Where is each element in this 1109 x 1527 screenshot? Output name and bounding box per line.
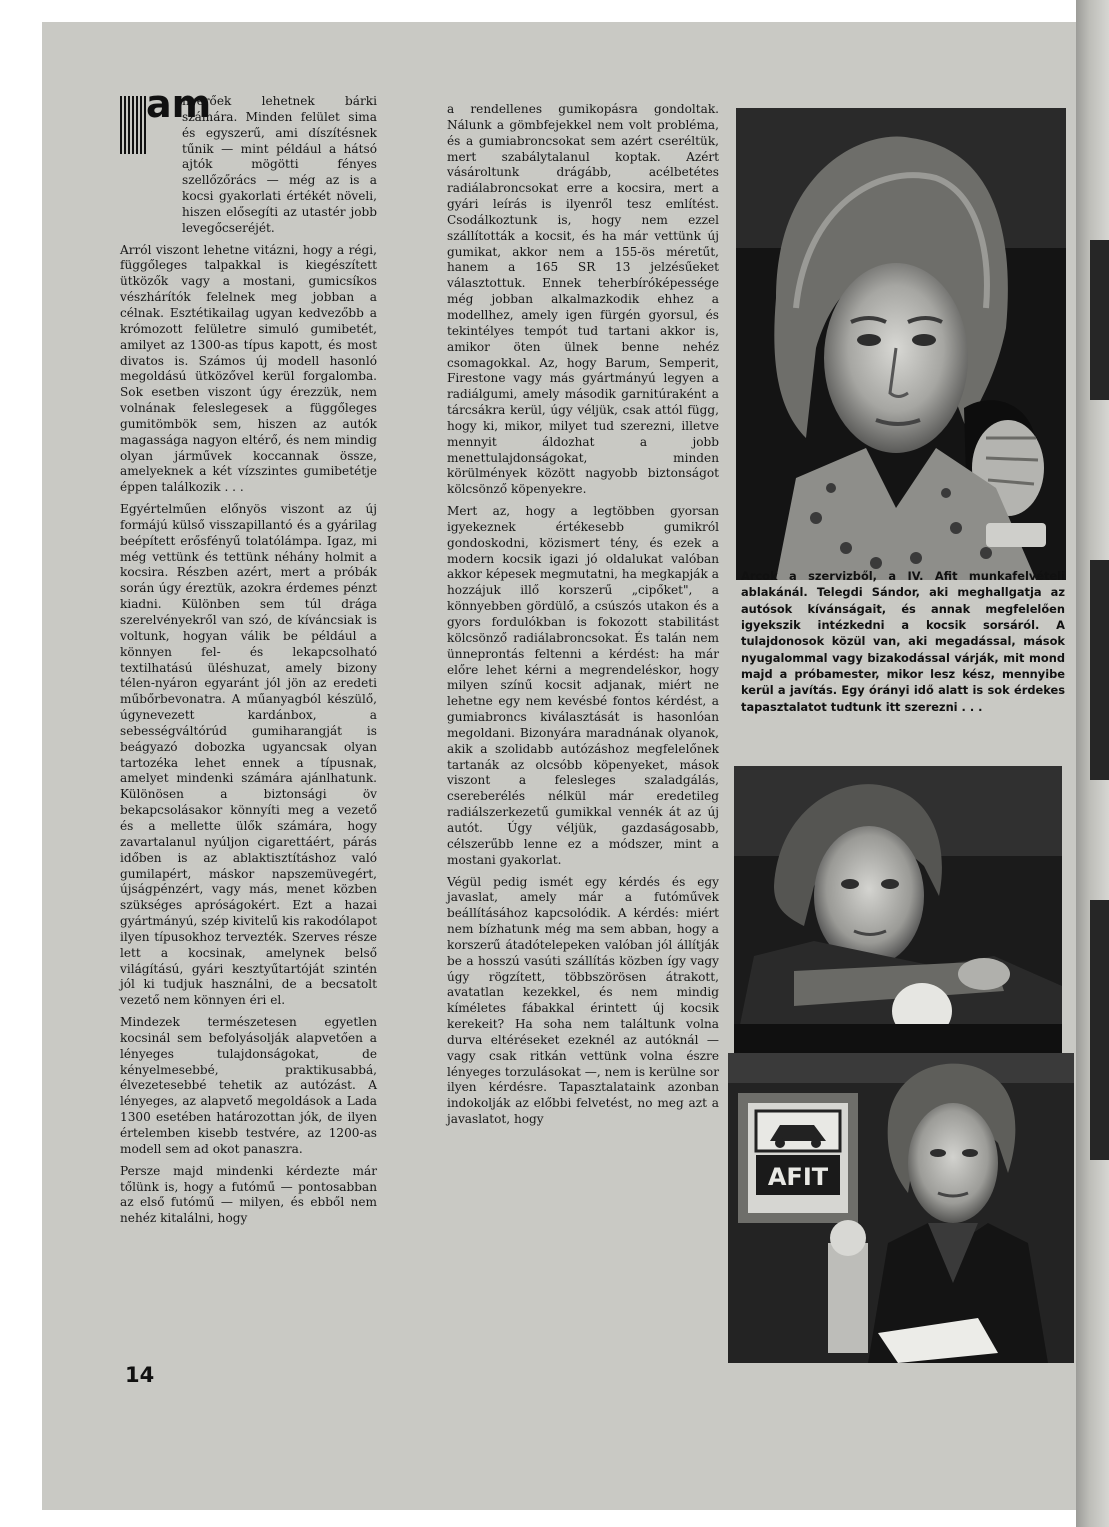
photo-man-at-window-image xyxy=(728,1053,1074,1363)
photo-caption: Arcok a szervizből, a IV. Afit munkafelvételi ablakánál. Telegdi Sándor, aki meghallgatja az autósok kívánságait, és annak megfelelően igyekszik intézkedni a kocsik sorsáról. A tulajdonosok közül van, aki megadással, mások nyugalommal vagy bizakodással várják, mit mond majd a próbamester, mikor lesz kész, mennyibe kerül a javítás. Egy órányi idő alatt is sok érdekes tapasztalatot tudtunk itt szerezni . . . xyxy=(741,569,1065,714)
afit-sign-text: AFIT xyxy=(767,1163,829,1191)
paragraph: Persze majd mindenki kérdezte már tőlünk is, hogy a futómű — pontosabban az első futómű — milyen, és ebből nem nehéz kitalálni, hogy xyxy=(120,1163,377,1226)
drop-cap-letters: am xyxy=(146,82,212,126)
facing-page-photo-strip xyxy=(1090,900,1109,1160)
paragraph: Mindezek természetesen egyetlen kocsinál sem befolyásolják alapvetően a lényeges tulajdonságokat, de kényelmesebbé, praktikusabbá, élvezetesebbé tehetik az autózást. A lényeges, az alapvető megoldások a Lada 1300 esetében határozottan jók, de ilyen értelemben kisebb testvére, az 1200-as modell sem ad okot panaszra. xyxy=(120,1015,377,1156)
photo-man-on-phone xyxy=(736,108,1066,580)
magazine-page xyxy=(42,22,1076,1510)
photo-man-at-window xyxy=(728,1053,1074,1363)
paragraph: Arról viszont lehetne vitázni, hogy a régi, függőleges talpakkal is kiegészített ütközők vagy a mostani, gumicsíkos vészhárítók felelnek meg jobban a célnak. Esztétikailag ugyan kedvezőbb a krómozott felületre simuló gumibetét, amilyet az 1300-as típus kapott, és most divatos is. Számos új modell hasonló megoldású ütközővel kerül forgalomba. Sok esetben viszont úgy érezzük, nem volnának feleslegesek a függőleges gumitömbök sem, hiszen az autók magassága nagyon eltérő, és nem mindig olyan járművek koccannak össze, amelyeknek a két vízszintes gumibetétje éppen találkozik . . . xyxy=(120,242,377,495)
text-column-left xyxy=(120,82,377,1227)
photo-man-leaning xyxy=(734,766,1062,1054)
facing-page-edge xyxy=(1076,0,1109,1527)
paragraph: nyerőek lehetnek bárki számára. Minden felület sima és egyszerű, ami díszítésnek tűnik — mint például a hátsó ajtók mögötti fényes szellőzőrács — még az is a kocsi gyakorlati értékét növeli, hiszen elősegíti az utastér jobb levegőcseréjét. xyxy=(182,94,377,235)
text-column-middle xyxy=(447,102,719,1128)
drop-cap xyxy=(120,82,212,158)
paragraph: a rendellenes gumikopásra gondoltak. Nálunk a gömbfejekkel nem volt probléma, és a gumiabroncsokat sem azért cseréltük, mert szabálytalanul koptak. Azért vásároltunk drágább, acélbetétes radiálabroncsokat erre a kocsira, mert a gyári leírás is ilyenről tesz említést. Csodálkoztunk is, hogy nem ezzel szállították a kocsit, és ha már vettünk új gumikat, akkor nem a 155-ös méretűt, hanem a 165 SR 13 jelzésűeket választottuk. Ennek teherbíróképessége még jobban alkalmazkodik ehhez a modellhez, amely igen fürgén gyorsul, és tekintélyes tempót tud tartani akkor is, amikor öten ülnek benne nehéz csomagokkal. Az, hogy Barum, Semperit, Firestone vagy más gyártmányú legyen a radiálgumi, amely második garnitúraként a tárcsákra kerül, úgy véljük, csak attól függ, hogy ki, mikor, milyet tud szerezni, illetve mennyit áldozhat a jobb menettulajdonságokat, minden körülmények között nagyobb biztonságot kölcsönző köpenyekre. xyxy=(447,102,719,497)
paragraph: Mert az, hogy a legtöbben gyorsan igyekeznek értékesebb gumikról gondoskodni, közismert tény, és ezek a modern kocsik igazi jó oldalukat valóban akkor képesek megmutatni, ha megkapják a hozzájuk illő korszerű „cipőket", a könnyebben gördülő, a csúszós utakon és a gyors fordulókban is fokozott stabilitást kölcsönző radiálabroncsokat. És talán nem ünneprontás feltenni a kérdést: ha már előre lehet kérni a megrendeléskor, hogy milyen színű kocsit adjanak, miért ne lehetne egy nem kevésbé fontos kérdést, a gumiabroncs kiválasztását is hasonlóan megoldani. Bizonyára maradnának olyanok, akik a szolidabb autózáshoz megfelelőnek tartanák az olcsóbb köpenyeket, mások viszont a felesleges szaladgálás, csereberélés nélkül már eredetileg radiálszerkezetű gumikkal vennék át az új autót. Úgy véljük, gazdaságosabb, célszerűbb lenne ez a módszer, mint a mostani gyakorlat. xyxy=(447,504,719,867)
drop-cap-ornament xyxy=(120,96,146,154)
page-number: 14 xyxy=(125,1363,155,1387)
facing-page-photo-strip xyxy=(1090,240,1109,400)
paragraph: Végül pedig ismét egy kérdés és egy javaslat, amely már a futóművek beállításához kapcsolódik. A kérdés: miért nem bízhatunk még ma sem abban, hogy a korszerű átadótelepeken valóban jól állítják be a hosszú vasúti szállítás közben így vagy úgy rögzített, többszörösen átrakott, avatatlan kezekkel, és nem mindig kíméletes fábakkal érintett új kocsik kerekeit? Ha soha nem találtunk volna durva eltéréseket ezeknél az autóknál — vagy csak ritkán vettünk volna észre lényeges torzulásokat —, nem is kerülne sor ilyen kérdésre. Tapasztalataink azonban indokolják az előbbi felvetést, no meg azt a javaslatot, hogy xyxy=(447,874,719,1127)
photo-man-on-phone-image xyxy=(736,108,1066,580)
facing-page-photo-strip xyxy=(1090,560,1109,780)
paragraph: Egyértelműen előnyös viszont az új formájú külső visszapillantó és a gyárilag beépített erősfényű tolatólámpa. Igaz, mi még vettünk és tettünk néhány holmit a kocsira. Részben azért, mert a próbák során úgy éreztük, azokra érdemes pénzt kiadni. Különben sem túl drága szerelvényekről van szó, de kíváncsiak is voltunk, hogyan válik be például a könnyen fel- és lekapcsolható textilhatású üléshuzat, amely bizony télen-nyáron egyaránt jól jön az eredeti műbőrbevonatra. A műanyagból készülő, úgynevezett kardánbox, a sebességváltórúd gumiharangját is beágyazó dobozka ugyancsak olyan tartozéka lehet ennek a típusnak, amelyet mindenki számára ajánlhatunk. Különösen a biztonsági öv bekapcsolásakor könnyíti meg a vezető és a mellette ülők számára, hogy zavartalanul nyúljon cigarettáért, párás időben is az ablaktisztításhoz való gumilapért, máskor napszemüvegért, újságpénzért, vagy más, menet közben szükséges apróságokért. Ezt a hazai gyártmányú, szép kivitelű kis rakodólapot ilyen típusokhoz tervezték. Szerves része lett a kocsinak, amelynek belső világítású, gyári kesztyűtartóját szintén jól ki tudjuk használni, de a becsatolt vezető nem könnyen éri el. xyxy=(120,502,377,1008)
photo-man-leaning-image xyxy=(734,766,1062,1054)
